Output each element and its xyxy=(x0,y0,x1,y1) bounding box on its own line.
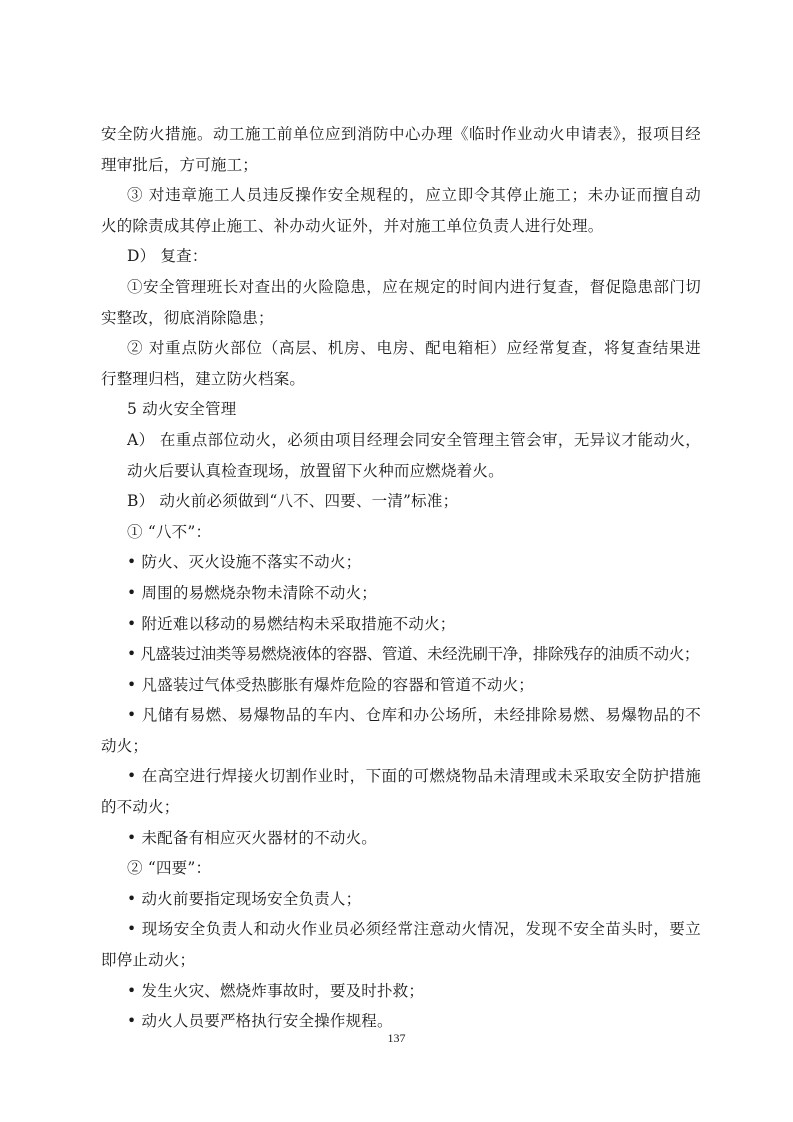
list-item: • 凡盛装过油类等易燃烧液体的容器、管道、未经洗刷干净，排除残存的油质不动火； xyxy=(127,645,699,664)
document-body xyxy=(101,119,701,1037)
text-line: 理审批后，方可施工； xyxy=(101,155,259,174)
list-item: • 附近难以移动的易燃结构未采取措施不动火； xyxy=(127,614,456,633)
text-line: 的不动火； xyxy=(101,798,180,817)
list-item: • 凡盛装过气体受热膨胀有爆炸危险的容器和管道不动火； xyxy=(127,675,534,694)
text-line: 动火； xyxy=(101,736,149,755)
page-number: 137 xyxy=(387,1031,406,1045)
text-line: B） 动火前必须做到“八不、四要、一清”标准； xyxy=(127,492,459,511)
list-heading: ② “四要”： xyxy=(127,859,212,878)
text-line: 火的除责成其停止施工、补办动火证外，并对施工单位负责人进行处理。 xyxy=(101,216,604,235)
text-line: 实整改，彻底消除隐患； xyxy=(101,308,274,327)
text-line: 安全防火措施。动工施工前单位应到消防中心办理《临时作业动火申请表》，报项目经 xyxy=(101,125,701,143)
text-line: 动火后要认真检查现场，放置留下火种而应燃烧着火。 xyxy=(127,461,504,480)
section-heading: D） 复查： xyxy=(127,247,208,266)
text-line: 行整理归档，建立防火档案。 xyxy=(101,369,306,388)
list-item: • 发生火灾、燃烧炸事故时，要及时扑救； xyxy=(127,981,425,1000)
text-line: ③ 对违章施工人员违反操作安全规程的，应立即令其停止施工；未办证而擅自动 xyxy=(127,186,701,205)
list-item: • 动火前要指定现场安全负责人； xyxy=(127,889,362,908)
text-line: 即停止动火； xyxy=(101,951,196,970)
text-line: ①安全管理班长对查出的火险隐患，应在规定的时间内进行复查，督促隐患部门切 xyxy=(127,277,701,296)
list-heading: ① “八不”： xyxy=(127,522,212,541)
list-item: • 动火人员要严格执行安全操作规程。 xyxy=(127,1012,393,1031)
list-item: • 未配备有相应灭火器材的不动火。 xyxy=(127,828,377,847)
list-item: • 防火、灭火设施不落实不动火； xyxy=(127,553,362,572)
text-line: A） 在重点部位动火，必须由项目经理会同安全管理主管会审，无异议才能动火， xyxy=(127,430,701,449)
list-item: • 周围的易燃烧杂物未清除不动火； xyxy=(127,583,377,602)
text-line: ② 对重点防火部位（高层、机房、电房、配电箱柜）应经常复查，将复查结果进 xyxy=(127,339,701,358)
list-item: • 现场安全负责人和动火作业员必须经常注意动火情况，发现不安全苗头时，要立 xyxy=(127,920,701,939)
section-heading: 5 动火安全管理 xyxy=(127,400,237,419)
list-item: • 凡储有易燃、易爆物品的车内、仓库和办公场所，未经排除易燃、易爆物品的不 xyxy=(127,706,701,725)
list-item: • 在高空进行焊接火切割作业时，下面的可燃烧物品未清理或未采取安全防护措施 xyxy=(127,767,701,786)
